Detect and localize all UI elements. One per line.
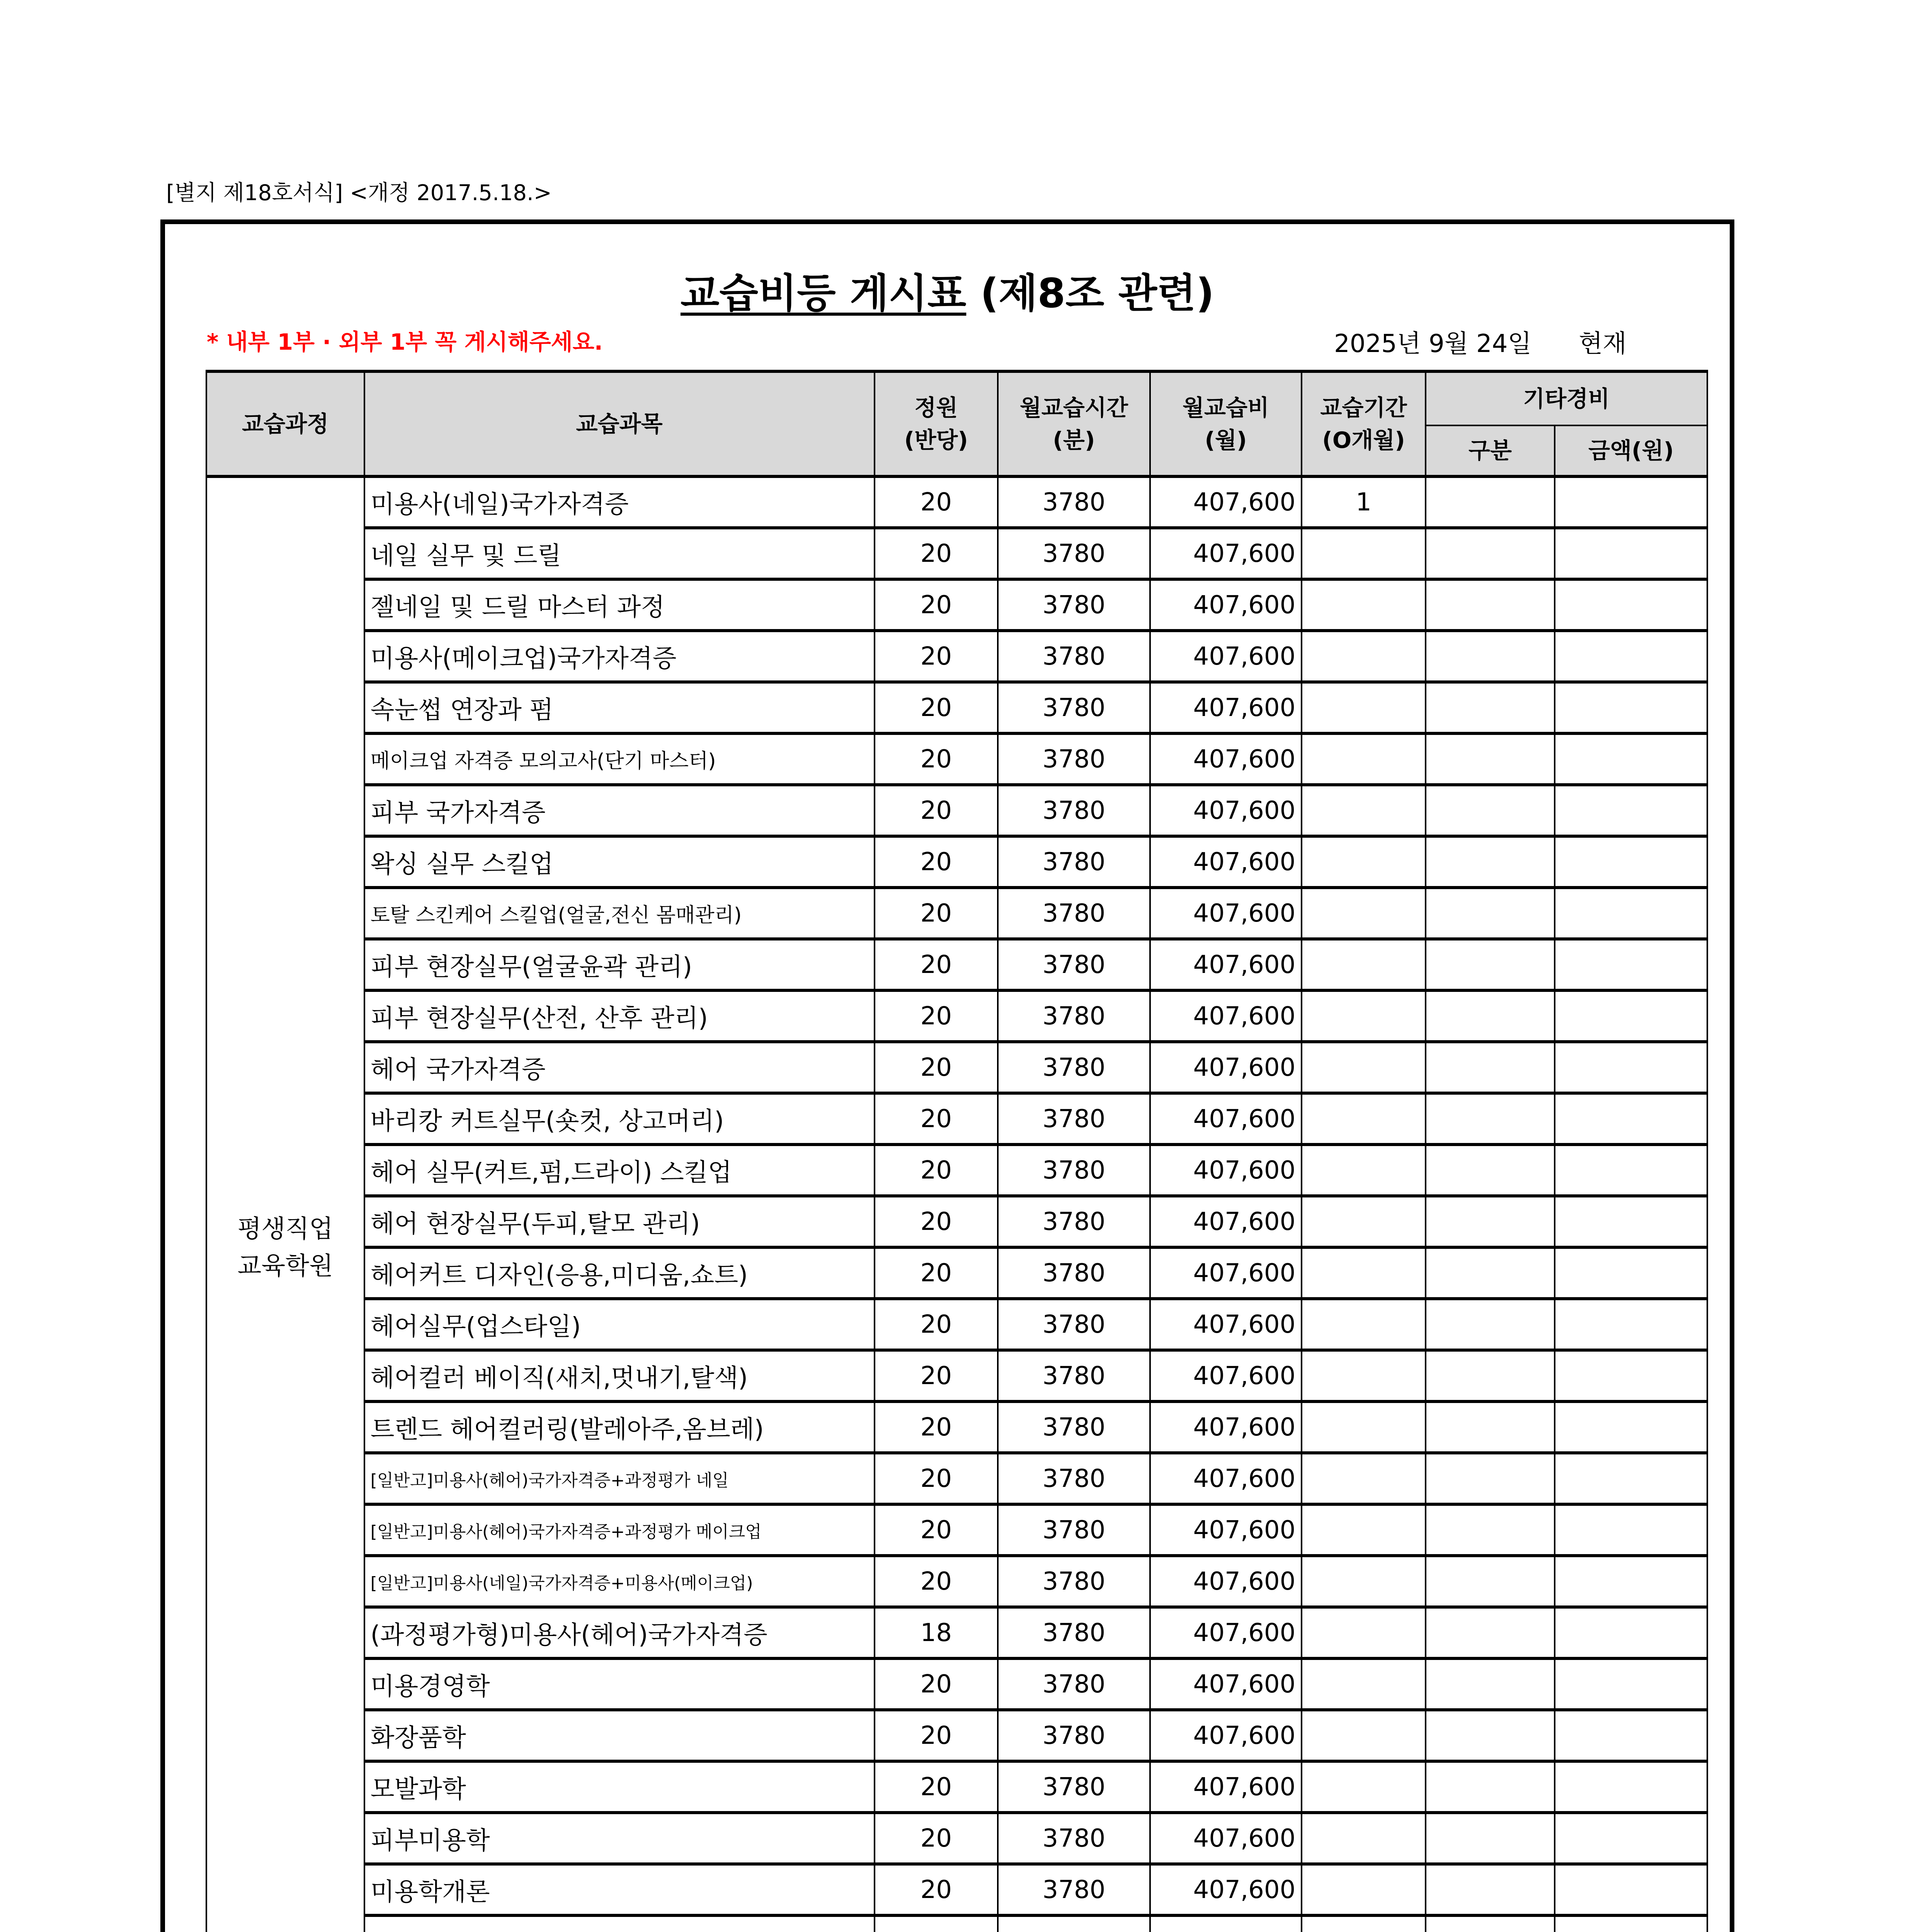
other-amount-cell [1555,1607,1707,1658]
subject-cell: 속눈썹 연장과 펌 [364,682,875,733]
table-row [206,939,1707,990]
minutes-cell [998,1915,1150,1932]
other-type-cell [1426,1915,1555,1932]
other-amount-cell [1555,1401,1707,1453]
other-amount-cell [1555,579,1707,631]
capacity-cell: 20 [875,1299,998,1350]
other-type-cell [1426,682,1555,733]
fee-cell: 407,600 [1150,836,1302,888]
other-amount-cell [1555,1915,1707,1932]
period-cell [1302,1145,1425,1196]
other-type-cell [1426,1453,1555,1504]
other-amount-cell [1555,1299,1707,1350]
minutes-cell: 3780 [998,1299,1150,1350]
subject-cell: 젤네일 및 드릴 마스터 과정 [364,579,875,631]
other-amount-cell [1555,1196,1707,1247]
capacity-cell: 20 [875,528,998,579]
subject-cell: 토탈 스킨케어 스킬업(얼굴,전신 몸매관리) [364,888,875,939]
other-type-cell [1426,939,1555,990]
subject-cell: 모발과학 [364,1761,875,1813]
fee-cell: 407,600 [1150,579,1302,631]
other-amount-cell [1555,1658,1707,1710]
capacity-cell: 20 [875,990,998,1042]
minutes-cell: 3780 [998,1145,1150,1196]
capacity-cell [875,1915,998,1932]
other-amount-cell [1555,631,1707,682]
period-cell [1302,785,1425,836]
capacity-cell: 20 [875,1504,998,1556]
posting-frame [160,219,1734,1932]
minutes-cell: 3780 [998,733,1150,785]
other-type-cell [1426,836,1555,888]
other-amount-cell [1555,1761,1707,1813]
minutes-cell: 3780 [998,1453,1150,1504]
fee-cell: 407,600 [1150,1093,1302,1145]
table-row [206,1093,1707,1145]
minutes-cell: 3780 [998,888,1150,939]
minutes-cell: 3780 [998,1042,1150,1093]
period-cell [1302,733,1425,785]
period-cell [1302,1042,1425,1093]
other-type-cell [1426,1813,1555,1864]
other-type-cell [1426,476,1555,528]
subject-cell: 피부미용학 [364,1813,875,1864]
fee-table [206,370,1708,1932]
fee-cell [1150,1915,1302,1932]
minutes-cell: 3780 [998,631,1150,682]
period-cell [1302,1864,1425,1915]
minutes-cell: 3780 [998,1196,1150,1247]
fee-cell: 407,600 [1150,1761,1302,1813]
period-cell [1302,1504,1425,1556]
fee-cell: 407,600 [1150,1504,1302,1556]
period-cell [1302,1093,1425,1145]
capacity-cell: 20 [875,1042,998,1093]
other-type-cell [1426,1145,1555,1196]
minutes-cell: 3780 [998,1761,1150,1813]
period-cell [1302,1453,1425,1504]
subject-cell: (과정평가형)미용사(헤어)국가자격증 [364,1607,875,1658]
period-cell [1302,682,1425,733]
page-title [165,261,1730,319]
capacity-cell: 20 [875,785,998,836]
fee-cell: 407,600 [1150,1145,1302,1196]
table-row [206,1556,1707,1607]
table-row [206,1658,1707,1710]
table-row [206,1761,1707,1813]
title-main: 교습비등 게시표 [680,270,967,317]
other-type-cell [1426,1556,1555,1607]
other-amount-cell [1555,836,1707,888]
fee-cell: 407,600 [1150,939,1302,990]
fee-cell: 407,600 [1150,785,1302,836]
table-row [206,1350,1707,1401]
period-cell [1302,990,1425,1042]
table-row [206,1247,1707,1299]
capacity-cell: 20 [875,631,998,682]
period-cell [1302,1915,1425,1932]
table-row [206,1042,1707,1093]
capacity-cell: 20 [875,1401,998,1453]
other-amount-cell [1555,1710,1707,1761]
other-amount-cell [1555,1042,1707,1093]
capacity-cell: 20 [875,1761,998,1813]
period-cell [1302,1350,1425,1401]
fee-cell: 407,600 [1150,1710,1302,1761]
minutes-cell: 3780 [998,1710,1150,1761]
minutes-cell: 3780 [998,1247,1150,1299]
minutes-cell: 3780 [998,682,1150,733]
period-cell [1302,1658,1425,1710]
fee-cell: 407,600 [1150,631,1302,682]
other-amount-cell [1555,888,1707,939]
period-cell [1302,1813,1425,1864]
subject-cell: [일반고]미용사(헤어)국가자격증+과정평가 네일 [364,1453,875,1504]
other-type-cell [1426,1864,1555,1915]
table-row [206,1915,1707,1932]
subject-cell: 미용학개론 [364,1864,875,1915]
minutes-cell: 3780 [998,1350,1150,1401]
subject-cell: 미용사(네일)국가자격증 [364,476,875,528]
period-cell: 1 [1302,476,1425,528]
minutes-cell: 3780 [998,1093,1150,1145]
table-row [206,1504,1707,1556]
fee-cell: 407,600 [1150,990,1302,1042]
fee-cell: 407,600 [1150,1247,1302,1299]
other-amount-cell [1555,1453,1707,1504]
subject-cell: 왁싱 실무 스킬업 [364,836,875,888]
capacity-cell: 20 [875,888,998,939]
other-type-cell [1426,579,1555,631]
subject-cell [364,1915,875,1932]
table-row [206,888,1707,939]
capacity-cell: 20 [875,1247,998,1299]
other-amount-cell [1555,785,1707,836]
other-amount-cell [1555,1350,1707,1401]
minutes-cell: 3780 [998,1658,1150,1710]
table-row [206,579,1707,631]
table-row [206,836,1707,888]
table-row [206,1299,1707,1350]
header-course: 교습과정 [206,371,364,476]
capacity-cell: 20 [875,1350,998,1401]
subject-cell: 트렌드 헤어컬러링(발레아주,옴브레) [364,1401,875,1453]
table-row [206,631,1707,682]
form-reference: [별지 제18호서식] <개정 2017.5.18.> [166,180,552,206]
fee-cell: 407,600 [1150,1401,1302,1453]
period-cell [1302,1401,1425,1453]
minutes-cell: 3780 [998,939,1150,990]
minutes-cell: 3780 [998,1607,1150,1658]
other-type-cell [1426,1350,1555,1401]
capacity-cell: 20 [875,1556,998,1607]
table-row [206,1607,1707,1658]
subject-cell: 바리캉 커트실무(숏컷, 상고머리) [364,1093,875,1145]
header-capacity: 정원 (반당) [875,371,998,476]
other-type-cell [1426,1401,1555,1453]
other-amount-cell [1555,733,1707,785]
subject-cell: 미용경영학 [364,1658,875,1710]
period-cell [1302,1299,1425,1350]
period-cell [1302,1247,1425,1299]
table-row [206,1196,1707,1247]
as-of-date [1334,324,1627,359]
other-amount-cell [1555,476,1707,528]
subject-cell: 피부 현장실무(얼굴윤곽 관리) [364,939,875,990]
other-amount-cell [1555,1504,1707,1556]
table-row [206,1145,1707,1196]
subject-cell: 네일 실무 및 드릴 [364,528,875,579]
fee-cell: 407,600 [1150,1864,1302,1915]
period-cell [1302,1710,1425,1761]
subject-cell: [일반고]미용사(헤어)국가자격증+과정평가 메이크업 [364,1504,875,1556]
other-type-cell [1426,733,1555,785]
capacity-cell: 20 [875,579,998,631]
period-cell [1302,631,1425,682]
period-cell [1302,528,1425,579]
other-amount-cell [1555,1093,1707,1145]
other-type-cell [1426,1196,1555,1247]
fee-cell: 407,600 [1150,1196,1302,1247]
subject-cell: 헤어실무(업스타일) [364,1299,875,1350]
subject-cell: 피부 국가자격증 [364,785,875,836]
table-row [206,733,1707,785]
header-period: 교습기간 (O개월) [1302,371,1425,476]
table-row [206,1401,1707,1453]
subject-cell: 헤어커트 디자인(응용,미디움,쇼트) [364,1247,875,1299]
table-row [206,785,1707,836]
capacity-cell: 20 [875,1093,998,1145]
other-type-cell [1426,785,1555,836]
minutes-cell: 3780 [998,836,1150,888]
fee-cell: 407,600 [1150,1042,1302,1093]
other-amount-cell [1555,1556,1707,1607]
period-cell [1302,1556,1425,1607]
fee-cell: 407,600 [1150,1299,1302,1350]
capacity-cell: 20 [875,733,998,785]
fee-cell: 407,600 [1150,682,1302,733]
posting-notice: * 내부 1부 · 외부 1부 꼭 게시해주세요. [207,329,603,355]
other-type-cell [1426,1607,1555,1658]
other-type-cell [1426,528,1555,579]
minutes-cell: 3780 [998,1504,1150,1556]
as-of-date-value: 2025년 9월 24일 [1334,330,1532,358]
period-cell [1302,888,1425,939]
minutes-cell: 3780 [998,1556,1150,1607]
table-row [206,1453,1707,1504]
table-row [206,990,1707,1042]
header-other-type: 구분 [1426,425,1555,476]
fee-cell: 407,600 [1150,1813,1302,1864]
as-of-label: 현재 [1579,330,1627,358]
period-cell [1302,836,1425,888]
fee-cell: 407,600 [1150,733,1302,785]
fee-cell: 407,600 [1150,476,1302,528]
period-cell [1302,939,1425,990]
other-type-cell [1426,1761,1555,1813]
minutes-cell: 3780 [998,1813,1150,1864]
table-row [206,682,1707,733]
capacity-cell: 20 [875,1813,998,1864]
header-other-costs: 기타경비 [1426,371,1707,425]
subject-cell: 메이크업 자격증 모의고사(단기 마스터) [364,733,875,785]
subject-cell: 헤어컬러 베이직(새치,멋내기,탈색) [364,1350,875,1401]
other-type-cell [1426,1299,1555,1350]
other-type-cell [1426,631,1555,682]
subject-cell: 피부 현장실무(산전, 산후 관리) [364,990,875,1042]
other-type-cell [1426,1042,1555,1093]
other-type-cell [1426,1658,1555,1710]
header-other-amount: 금액(원) [1555,425,1707,476]
capacity-cell: 20 [875,1145,998,1196]
fee-cell: 407,600 [1150,1453,1302,1504]
capacity-cell: 20 [875,476,998,528]
subject-cell: 화장품학 [364,1710,875,1761]
other-amount-cell [1555,1247,1707,1299]
other-type-cell [1426,1710,1555,1761]
table-row [206,1710,1707,1761]
other-type-cell [1426,888,1555,939]
other-type-cell [1426,1247,1555,1299]
subject-cell: 헤어 국가자격증 [364,1042,875,1093]
capacity-cell: 20 [875,1710,998,1761]
fee-cell: 407,600 [1150,1350,1302,1401]
capacity-cell: 20 [875,939,998,990]
period-cell [1302,579,1425,631]
period-cell [1302,1607,1425,1658]
fee-cell: 407,600 [1150,528,1302,579]
other-amount-cell [1555,682,1707,733]
capacity-cell: 20 [875,1196,998,1247]
other-amount-cell [1555,1813,1707,1864]
course-name-cell: 평생직업 교육학원 [206,476,364,1932]
table-row [206,528,1707,579]
header-monthly-hours: 월교습시간 (분) [998,371,1150,476]
capacity-cell: 20 [875,1864,998,1915]
title-suffix: (제8조 관련) [980,270,1215,317]
table-row [206,1813,1707,1864]
fee-cell: 407,600 [1150,1556,1302,1607]
capacity-cell: 20 [875,682,998,733]
minutes-cell: 3780 [998,476,1150,528]
other-amount-cell [1555,528,1707,579]
header-monthly-fee: 월교습비 (월) [1150,371,1302,476]
other-amount-cell [1555,1145,1707,1196]
other-type-cell [1426,1504,1555,1556]
fee-cell: 407,600 [1150,1607,1302,1658]
fee-cell: 407,600 [1150,888,1302,939]
period-cell [1302,1196,1425,1247]
other-type-cell [1426,1093,1555,1145]
other-amount-cell [1555,1864,1707,1915]
subject-cell: [일반고]미용사(네일)국가자격증+미용사(메이크업) [364,1556,875,1607]
other-amount-cell [1555,939,1707,990]
subject-cell: 미용사(메이크업)국가자격증 [364,631,875,682]
minutes-cell: 3780 [998,785,1150,836]
other-type-cell [1426,990,1555,1042]
period-cell [1302,1761,1425,1813]
minutes-cell: 3780 [998,1401,1150,1453]
capacity-cell: 18 [875,1607,998,1658]
capacity-cell: 20 [875,1658,998,1710]
minutes-cell: 3780 [998,1864,1150,1915]
table-row [206,476,1707,528]
fee-cell: 407,600 [1150,1658,1302,1710]
subject-cell: 헤어 실무(커트,펌,드라이) 스킬업 [364,1145,875,1196]
minutes-cell: 3780 [998,528,1150,579]
subject-cell: 헤어 현장실무(두피,탈모 관리) [364,1196,875,1247]
capacity-cell: 20 [875,836,998,888]
header-subject: 교습과목 [364,371,875,476]
minutes-cell: 3780 [998,579,1150,631]
capacity-cell: 20 [875,1453,998,1504]
minutes-cell: 3780 [998,990,1150,1042]
other-amount-cell [1555,990,1707,1042]
table-row [206,1864,1707,1915]
